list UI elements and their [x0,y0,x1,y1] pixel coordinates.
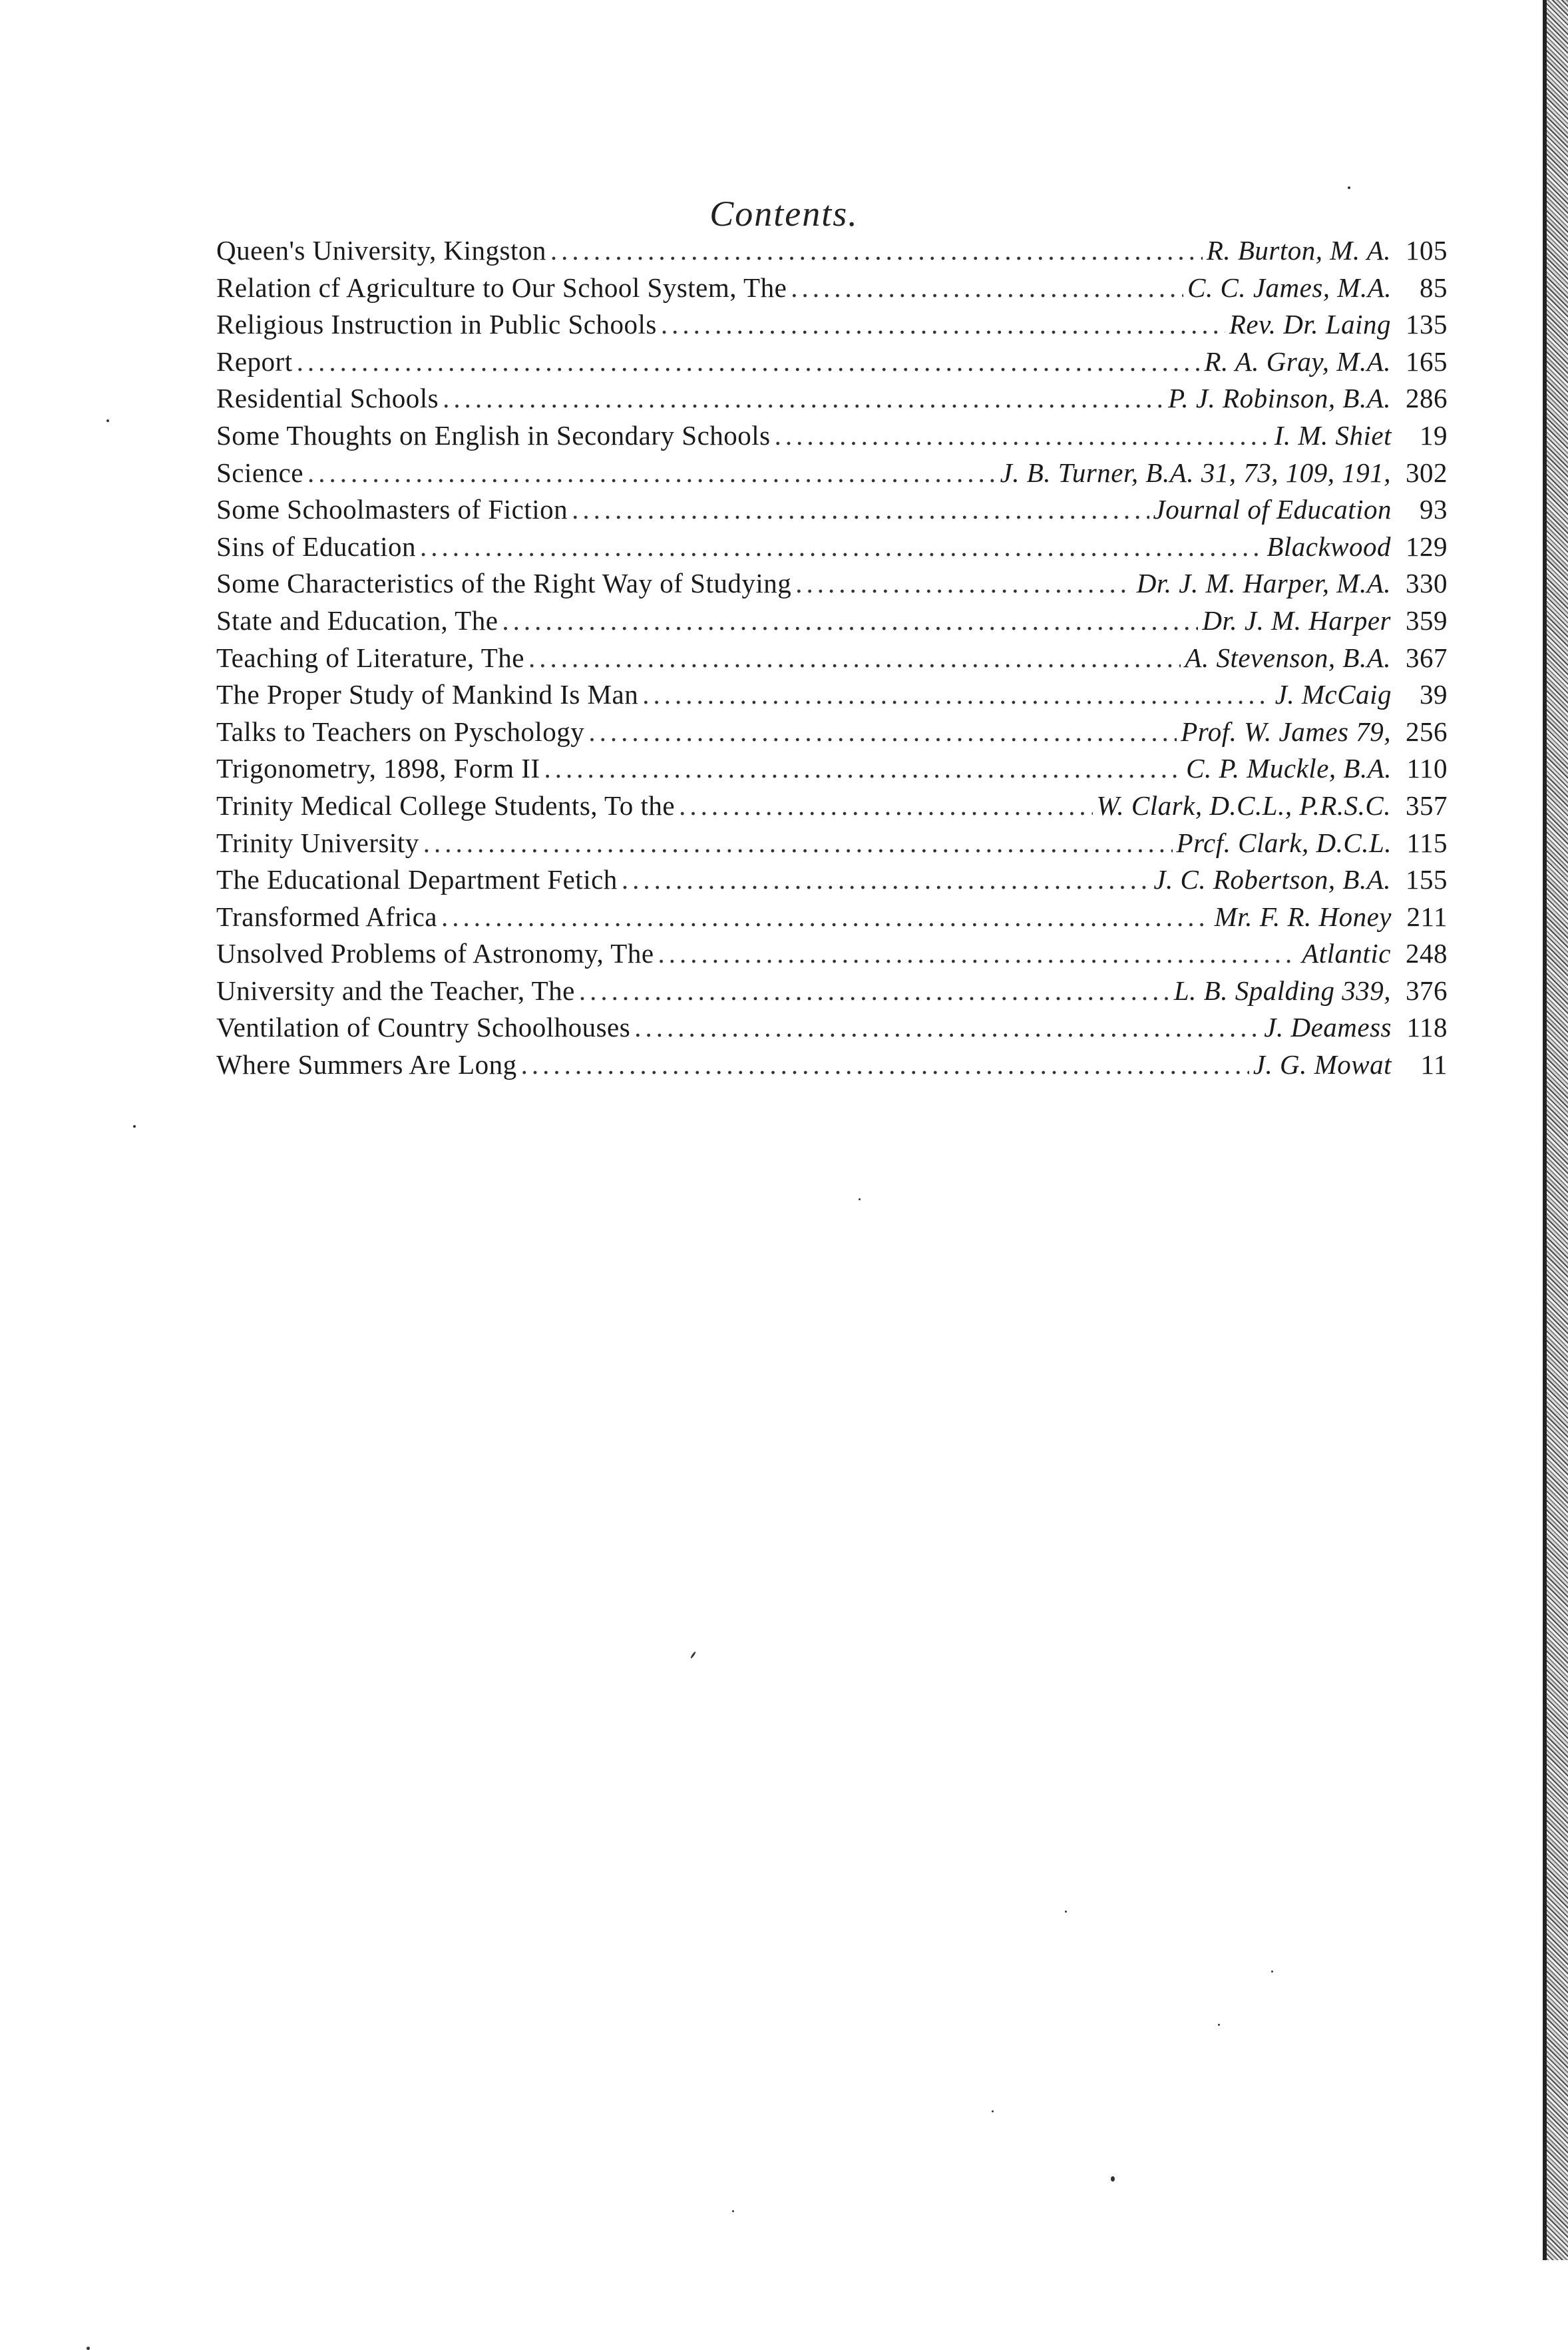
entry-page-number: 115 [1406,827,1448,858]
entry-author: P. J. Robinson, B.A. [1168,383,1391,414]
dot-leader [588,716,1177,748]
entry-title: Talks to Teachers on Pyschology [216,716,585,747]
print-speck [1111,2176,1115,2182]
entry-title: Where Summers Are Long [216,1049,517,1080]
print-speck [133,1125,136,1128]
toc-entry [216,716,1448,753]
entry-title: Some Schoolmasters of Fiction [216,494,568,525]
entry-title: Relation cf Agriculture to Our School System, The [216,272,787,303]
entry-page-number: 367 [1406,642,1448,673]
entry-title: Report [216,346,293,377]
entry-page-number: 248 [1406,938,1448,969]
entry-page-number: 155 [1406,864,1448,895]
entry-title: Ventilation of Country Schoolhouses [216,1012,631,1043]
entry-page-number: 85 [1420,272,1448,303]
entry-author: C. C. James, M.A. [1187,272,1392,303]
toc-entry [216,790,1448,827]
entry-author: J. B. Turner, B.A. 31, 73, 109, 191, [1000,457,1391,488]
entry-author: J. Deamess [1264,1012,1392,1043]
entry-title: Some Characteristics of the Right Way of Studying [216,568,792,599]
entry-title: Trigonometry, 1898, Form II [216,753,540,784]
entry-page-number: 129 [1406,531,1448,562]
entry-page-number: 359 [1406,604,1448,636]
dot-leader [550,234,1203,266]
entry-author: A. Stevenson, B.A. [1185,642,1391,673]
print-speck [106,419,109,422]
toc-entry [216,457,1448,494]
toc-entry [216,975,1448,1012]
entry-page-number: 330 [1406,568,1448,599]
entry-page-number: 376 [1406,975,1448,1006]
entry-title: The Educational Department Fetich [216,864,618,895]
entry-page-number: 118 [1406,1012,1448,1043]
dot-leader [658,937,1298,969]
entry-author: J. G. Mowat [1253,1049,1392,1080]
entry-author: Rev. Dr. Laing [1229,309,1391,340]
entry-page-number: 93 [1420,494,1448,525]
entry-page-number: 302 [1406,457,1448,488]
print-speck [1348,186,1350,189]
toc-entry [216,642,1448,679]
entry-author: Dr. J. M. Harper [1202,604,1391,636]
entry-page-number: 39 [1420,679,1448,710]
dot-leader [502,604,1198,636]
toc-entry [216,419,1448,457]
dot-leader [423,827,1173,859]
entry-title: Religious Instruction in Public Schools [216,309,657,340]
entry-title: State and Education, The [216,604,498,636]
entry-page-number: 256 [1406,716,1448,747]
table-of-contents [216,234,1448,1086]
entry-author: R. A. Gray, M.A. [1204,346,1391,377]
dot-leader [441,901,1211,933]
entry-author: J. McCaig [1274,679,1392,710]
entry-title: Some Thoughts on English in Secondary Schools [216,419,771,451]
dot-leader [443,382,1164,414]
entry-author: Dr. J. M. Harper, M.A. [1136,568,1391,599]
dot-leader [791,272,1183,304]
page-title: Contents. [709,194,859,234]
toc-entry [216,531,1448,568]
entry-page-number: 357 [1406,790,1448,821]
entry-author: R. Burton, M. A. [1206,235,1391,266]
print-speck [1271,1971,1273,1973]
dot-leader [795,567,1133,599]
entry-author: Prof. W. James 79, [1181,716,1391,747]
entry-author: L. B. Spalding 339, [1173,975,1391,1006]
toc-entry [216,604,1448,642]
toc-entry [216,567,1448,604]
entry-page-number: 19 [1420,419,1448,451]
dot-leader [661,308,1225,340]
entry-title: Queen's University, Kingston [216,235,546,266]
print-speck [732,2210,734,2212]
toc-entry [216,1049,1448,1086]
scan-edge-strip [1543,0,1568,2260]
print-speck [1065,1911,1067,1913]
entry-author: Atlantic [1302,938,1391,969]
toc-entry [216,308,1448,346]
entry-author: Prcf. Clark, D.C.L. [1176,827,1392,858]
dot-leader [297,346,1201,377]
entry-title: University and the Teacher, The [216,975,575,1006]
toc-entry [216,901,1448,938]
dot-leader [528,642,1181,674]
toc-entry [216,1011,1448,1049]
entry-author: Mr. F. R. Honey [1214,901,1392,932]
entry-title: Trinity Medical College Students, To the [216,790,676,821]
entry-author: J. C. Robertson, B.A. [1153,864,1391,895]
dot-leader [679,790,1092,822]
toc-entry [216,937,1448,975]
entry-page-number: 286 [1406,383,1448,414]
toc-entry [216,827,1448,864]
dot-leader [572,493,1149,525]
dot-leader [634,1011,1260,1043]
entry-page-number: 135 [1406,309,1448,340]
entry-author: C. P. Muckle, B.A. [1186,753,1392,784]
entry-author: I. M. Shiet [1274,419,1392,451]
toc-entry [216,493,1448,531]
toc-entry [216,234,1448,272]
dot-leader [544,752,1183,784]
print-speck [690,1651,696,1659]
entry-author: Journal of Education [1153,494,1392,525]
dot-leader [579,975,1170,1007]
print-speck [1218,2024,1220,2026]
print-speck [859,1198,861,1200]
entry-page-number: 11 [1420,1049,1448,1080]
toc-entry [216,382,1448,419]
entry-title: Transformed Africa [216,901,437,932]
dot-leader [642,678,1271,710]
entry-title: Science [216,457,303,488]
dot-leader [622,863,1150,895]
toc-entry [216,752,1448,790]
dot-leader [307,457,996,489]
entry-page-number: 165 [1406,346,1448,377]
print-speck [992,2110,994,2112]
entry-title: The Proper Study of Mankind Is Man [216,679,639,710]
entry-page-number: 105 [1406,235,1448,266]
toc-entry [216,272,1448,309]
entry-title: Trinity University [216,827,419,858]
entry-page-number: 110 [1406,753,1448,784]
entry-title: Sins of Education [216,531,417,562]
print-speck [87,2347,90,2350]
entry-author: W. Clark, D.C.L., P.R.S.C. [1096,790,1391,821]
dot-leader [420,531,1263,563]
dot-leader [775,419,1271,451]
toc-entry [216,678,1448,716]
toc-entry [216,346,1448,383]
dot-leader [521,1049,1249,1080]
entry-title: Residential Schools [216,383,439,414]
entry-author: Blackwood [1267,531,1391,562]
entry-page-number: 211 [1406,901,1448,932]
toc-entry [216,863,1448,901]
entry-title: Teaching of Literature, The [216,642,524,673]
entry-title: Unsolved Problems of Astronomy, The [216,938,654,969]
